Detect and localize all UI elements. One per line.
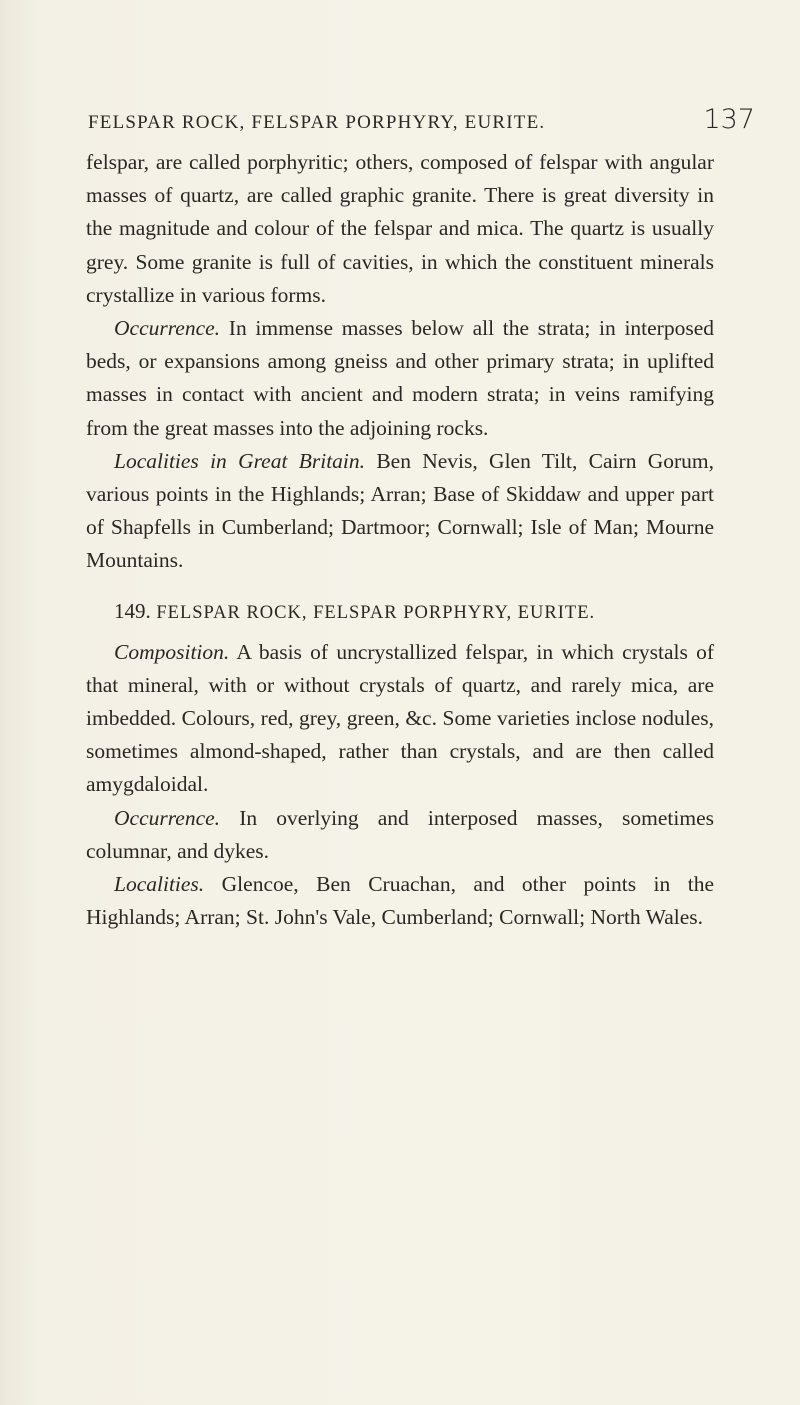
felspar-localities-label: Localities. [114,872,205,897]
composition-label: Composition. [114,639,230,664]
running-title: FELSPAR ROCK, FELSPAR PORPHYRY, EURITE. [88,112,546,133]
section-number: 149. [114,598,151,623]
section-heading [86,594,714,630]
felspar-occurrence-label: Occurrence. [114,805,221,830]
composition-text: A basis of uncrystallized felspar, in which crystals of that mineral, with or without crystals of quartz, and rarely mica, are imbedded. Colours, red, grey, green, &c. Some varieties inclose nodules, sometimes almond-shaped, rather than crystals, and are then called amygdaloidal. [86,639,714,797]
granite-occurrence-paragraph [86,312,714,445]
felspar-localities-paragraph [86,868,714,934]
body-text [86,146,714,934]
page-number: 137 [703,104,755,135]
localities-label: Localities in Great Britain. [114,448,366,473]
felspar-localities-text: Glencoe, Ben Cruachan, and other points in the Highlands; Arran; St. John's Vale, Cumberland; Cornwall; North Wales. [86,872,715,930]
granite-localities-paragraph [86,445,714,578]
occurrence-label: Occurrence. [114,316,221,341]
occurrence-text: In immense masses below all the strata; in interposed beds, or expansions among gneiss and other primary strata; in uplifted masses in contact with ancient and modern strata; in veins ramifying from the great masses into the adjoining rocks. [86,316,715,440]
felspar-occurrence-text: In overlying and interposed masses, sometimes columnar, and dykes. [86,805,714,863]
running-head [88,104,760,140]
section-title: FELSPAR ROCK, FELSPAR PORPHYRY, EURITE. [156,602,596,623]
composition-paragraph [86,636,714,802]
localities-text: Ben Nevis, Glen Tilt, Cairn Gorum, various points in the Highlands; Arran; Base of Skiddaw and upper part of Shapfells in Cumberland; Dartmoor; Cornwall; Isle of Man; Mourne Mountains. [86,448,715,573]
intro-paragraph: felspar, are called porphyritic; others, composed of felspar with angular masses of quartz, are called graphic granite. There is great diversity in the magnitude and colour of the felspar and mica. The quartz is usually grey. Some granite is full of cavities, in which the constituent minerals crystallize in various forms. [86,150,714,307]
felspar-occurrence-paragraph [86,802,714,868]
